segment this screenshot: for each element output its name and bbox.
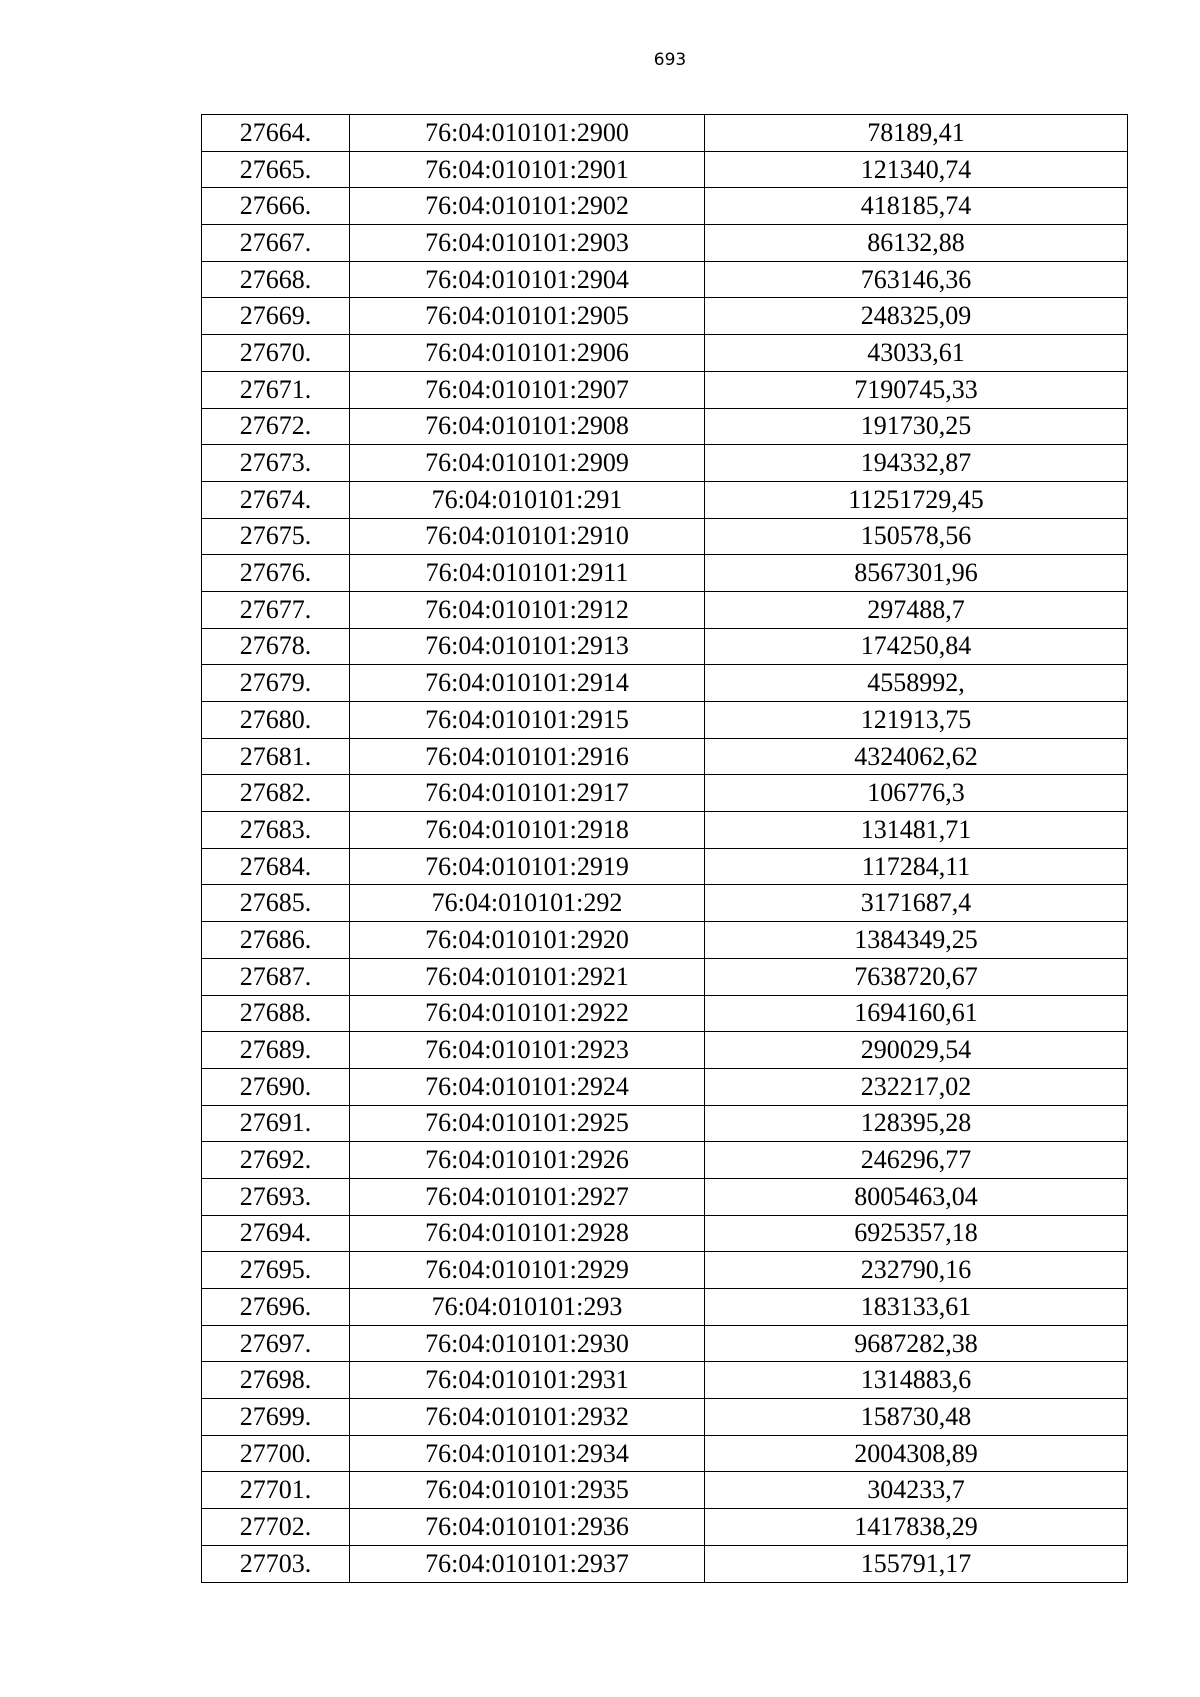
row-number-cell: 27697.: [202, 1325, 350, 1362]
cadastral-value-cell: 1314883,6: [705, 1362, 1128, 1399]
cadastral-number-cell: 76:04:010101:293: [350, 1289, 705, 1326]
cadastral-value-cell: 174250,84: [705, 628, 1128, 665]
table-row: [202, 408, 1128, 445]
row-number-cell: 27688.: [202, 995, 350, 1032]
row-number-cell: 27687.: [202, 958, 350, 995]
cadastral-value-cell: 1384349,25: [705, 922, 1128, 959]
row-number-cell: 27703.: [202, 1545, 350, 1582]
cadastral-number-cell: 76:04:010101:2915: [350, 702, 705, 739]
cadastral-number-cell: 76:04:010101:2935: [350, 1472, 705, 1509]
cadastral-number-cell: 76:04:010101:2922: [350, 995, 705, 1032]
cadastral-number-cell: 76:04:010101:2908: [350, 408, 705, 445]
cadastral-value-cell: 155791,17: [705, 1545, 1128, 1582]
row-number-cell: 27664.: [202, 115, 350, 152]
cadastral-number-cell: 76:04:010101:2916: [350, 738, 705, 775]
table-row: [202, 665, 1128, 702]
table-row: [202, 298, 1128, 335]
row-number-cell: 27698.: [202, 1362, 350, 1399]
cadastral-value-cell: 246296,77: [705, 1142, 1128, 1179]
table-row: [202, 1142, 1128, 1179]
table-row: [202, 1105, 1128, 1142]
table-row: [202, 628, 1128, 665]
cadastral-number-cell: 76:04:010101:2931: [350, 1362, 705, 1399]
cadastral-number-cell: 76:04:010101:2932: [350, 1399, 705, 1436]
table-row: [202, 995, 1128, 1032]
cadastral-value-cell: 232790,16: [705, 1252, 1128, 1289]
row-number-cell: 27671.: [202, 371, 350, 408]
cadastral-number-cell: 76:04:010101:2914: [350, 665, 705, 702]
table-row: [202, 1325, 1128, 1362]
table-row: [202, 702, 1128, 739]
cadastral-number-cell: 76:04:010101:2918: [350, 812, 705, 849]
table-row: [202, 1435, 1128, 1472]
cadastral-number-cell: 76:04:010101:2919: [350, 848, 705, 885]
table-row: [202, 848, 1128, 885]
cadastral-number-cell: 76:04:010101:2906: [350, 335, 705, 372]
row-number-cell: 27665.: [202, 151, 350, 188]
cadastral-value-cell: 4324062,62: [705, 738, 1128, 775]
table-row: [202, 115, 1128, 152]
row-number-cell: 27678.: [202, 628, 350, 665]
cadastral-number-cell: 76:04:010101:292: [350, 885, 705, 922]
table-row: [202, 445, 1128, 482]
row-number-cell: 27689.: [202, 1032, 350, 1069]
row-number-cell: 27675.: [202, 518, 350, 555]
row-number-cell: 27677.: [202, 591, 350, 628]
cadastral-number-cell: 76:04:010101:2924: [350, 1068, 705, 1105]
table-row: [202, 1068, 1128, 1105]
cadastral-value-cell: 150578,56: [705, 518, 1128, 555]
row-number-cell: 27686.: [202, 922, 350, 959]
row-number-cell: 27672.: [202, 408, 350, 445]
table-row: [202, 591, 1128, 628]
row-number-cell: 27690.: [202, 1068, 350, 1105]
cadastral-value-cell: 304233,7: [705, 1472, 1128, 1509]
row-number-cell: 27695.: [202, 1252, 350, 1289]
row-number-cell: 27685.: [202, 885, 350, 922]
row-number-cell: 27666.: [202, 188, 350, 225]
cadastral-value-cell: 8005463,04: [705, 1178, 1128, 1215]
row-number-cell: 27667.: [202, 225, 350, 262]
table-row: [202, 261, 1128, 298]
cadastral-value-cell: 418185,74: [705, 188, 1128, 225]
cadastral-number-cell: 76:04:010101:2920: [350, 922, 705, 959]
row-number-cell: 27702.: [202, 1509, 350, 1546]
cadastral-value-cell: 86132,88: [705, 225, 1128, 262]
cadastral-value-cell: 158730,48: [705, 1399, 1128, 1436]
cadastral-number-cell: 76:04:010101:2934: [350, 1435, 705, 1472]
cadastral-value-cell: 290029,54: [705, 1032, 1128, 1069]
table-row: [202, 1509, 1128, 1546]
cadastral-value-cell: 194332,87: [705, 445, 1128, 482]
row-number-cell: 27684.: [202, 848, 350, 885]
cadastral-value-cell: 121340,74: [705, 151, 1128, 188]
cadastral-number-cell: 76:04:010101:2900: [350, 115, 705, 152]
table-row: [202, 885, 1128, 922]
cadastral-value-cell: 117284,11: [705, 848, 1128, 885]
cadastral-value-cell: 3171687,4: [705, 885, 1128, 922]
cadastral-value-cell: 8567301,96: [705, 555, 1128, 592]
row-number-cell: 27670.: [202, 335, 350, 372]
cadastral-value-cell: 106776,3: [705, 775, 1128, 812]
cadastral-value-cell: 131481,71: [705, 812, 1128, 849]
table-row: [202, 1362, 1128, 1399]
table-row: [202, 738, 1128, 775]
cadastral-number-cell: 76:04:010101:2905: [350, 298, 705, 335]
table-row: [202, 1545, 1128, 1582]
table-row: [202, 335, 1128, 372]
table-row: [202, 812, 1128, 849]
cadastral-value-cell: 4558992,: [705, 665, 1128, 702]
table-row: [202, 1252, 1128, 1289]
cadastral-value-cell: 121913,75: [705, 702, 1128, 739]
row-number-cell: 27699.: [202, 1399, 350, 1436]
cadastral-number-cell: 76:04:010101:2927: [350, 1178, 705, 1215]
row-number-cell: 27679.: [202, 665, 350, 702]
table-row: [202, 958, 1128, 995]
cadastral-number-cell: 76:04:010101:2912: [350, 591, 705, 628]
cadastral-number-cell: 76:04:010101:2926: [350, 1142, 705, 1179]
cadastral-number-cell: 76:04:010101:2921: [350, 958, 705, 995]
table-body: [202, 115, 1128, 1583]
cadastral-value-cell: 43033,61: [705, 335, 1128, 372]
row-number-cell: 27682.: [202, 775, 350, 812]
row-number-cell: 27673.: [202, 445, 350, 482]
cadastral-value-cell: 2004308,89: [705, 1435, 1128, 1472]
cadastral-value-cell: 7190745,33: [705, 371, 1128, 408]
cadastral-value-cell: 9687282,38: [705, 1325, 1128, 1362]
cadastral-value-cell: 1417838,29: [705, 1509, 1128, 1546]
table-row: [202, 775, 1128, 812]
cadastral-number-cell: 76:04:010101:2917: [350, 775, 705, 812]
table-row: [202, 518, 1128, 555]
cadastral-number-cell: 76:04:010101:2937: [350, 1545, 705, 1582]
table-row: [202, 922, 1128, 959]
row-number-cell: 27669.: [202, 298, 350, 335]
row-number-cell: 27681.: [202, 738, 350, 775]
table-row: [202, 1215, 1128, 1252]
cadastral-number-cell: 76:04:010101:2902: [350, 188, 705, 225]
cadastral-number-cell: 76:04:010101:2913: [350, 628, 705, 665]
cadastral-number-cell: 76:04:010101:2923: [350, 1032, 705, 1069]
cadastral-value-cell: 7638720,67: [705, 958, 1128, 995]
row-number-cell: 27701.: [202, 1472, 350, 1509]
row-number-cell: 27668.: [202, 261, 350, 298]
cadastral-value-cell: 128395,28: [705, 1105, 1128, 1142]
cadastral-value-cell: 78189,41: [705, 115, 1128, 152]
table-row: [202, 1032, 1128, 1069]
row-number-cell: 27696.: [202, 1289, 350, 1326]
cadastral-number-cell: 76:04:010101:291: [350, 481, 705, 518]
table-row: [202, 555, 1128, 592]
cadastral-number-cell: 76:04:010101:2925: [350, 1105, 705, 1142]
cadastral-number-cell: 76:04:010101:2907: [350, 371, 705, 408]
cadastral-value-cell: 297488,7: [705, 591, 1128, 628]
row-number-cell: 27676.: [202, 555, 350, 592]
cadastral-value-cell: 232217,02: [705, 1068, 1128, 1105]
row-number-cell: 27694.: [202, 1215, 350, 1252]
row-number-cell: 27683.: [202, 812, 350, 849]
cadastral-value-cell: 191730,25: [705, 408, 1128, 445]
cadastral-value-cell: 1694160,61: [705, 995, 1128, 1032]
cadastral-number-cell: 76:04:010101:2936: [350, 1509, 705, 1546]
cadastral-value-cell: 11251729,45: [705, 481, 1128, 518]
table-row: [202, 1472, 1128, 1509]
cadastral-value-table: [201, 114, 1128, 1583]
cadastral-number-cell: 76:04:010101:2910: [350, 518, 705, 555]
cadastral-value-cell: 183133,61: [705, 1289, 1128, 1326]
table-row: [202, 225, 1128, 262]
table-row: [202, 188, 1128, 225]
table-row: [202, 371, 1128, 408]
cadastral-value-cell: 6925357,18: [705, 1215, 1128, 1252]
row-number-cell: 27693.: [202, 1178, 350, 1215]
row-number-cell: 27674.: [202, 481, 350, 518]
table-row: [202, 481, 1128, 518]
page-number: 693: [653, 50, 687, 70]
cadastral-value-cell: 248325,09: [705, 298, 1128, 335]
row-number-cell: 27691.: [202, 1105, 350, 1142]
row-number-cell: 27700.: [202, 1435, 350, 1472]
cadastral-number-cell: 76:04:010101:2929: [350, 1252, 705, 1289]
cadastral-number-cell: 76:04:010101:2901: [350, 151, 705, 188]
table-row: [202, 1289, 1128, 1326]
row-number-cell: 27680.: [202, 702, 350, 739]
cadastral-number-cell: 76:04:010101:2904: [350, 261, 705, 298]
cadastral-number-cell: 76:04:010101:2909: [350, 445, 705, 482]
row-number-cell: 27692.: [202, 1142, 350, 1179]
table-row: [202, 151, 1128, 188]
cadastral-number-cell: 76:04:010101:2911: [350, 555, 705, 592]
table-row: [202, 1178, 1128, 1215]
cadastral-number-cell: 76:04:010101:2903: [350, 225, 705, 262]
cadastral-number-cell: 76:04:010101:2928: [350, 1215, 705, 1252]
cadastral-number-cell: 76:04:010101:2930: [350, 1325, 705, 1362]
table-row: [202, 1399, 1128, 1436]
cadastral-value-cell: 763146,36: [705, 261, 1128, 298]
